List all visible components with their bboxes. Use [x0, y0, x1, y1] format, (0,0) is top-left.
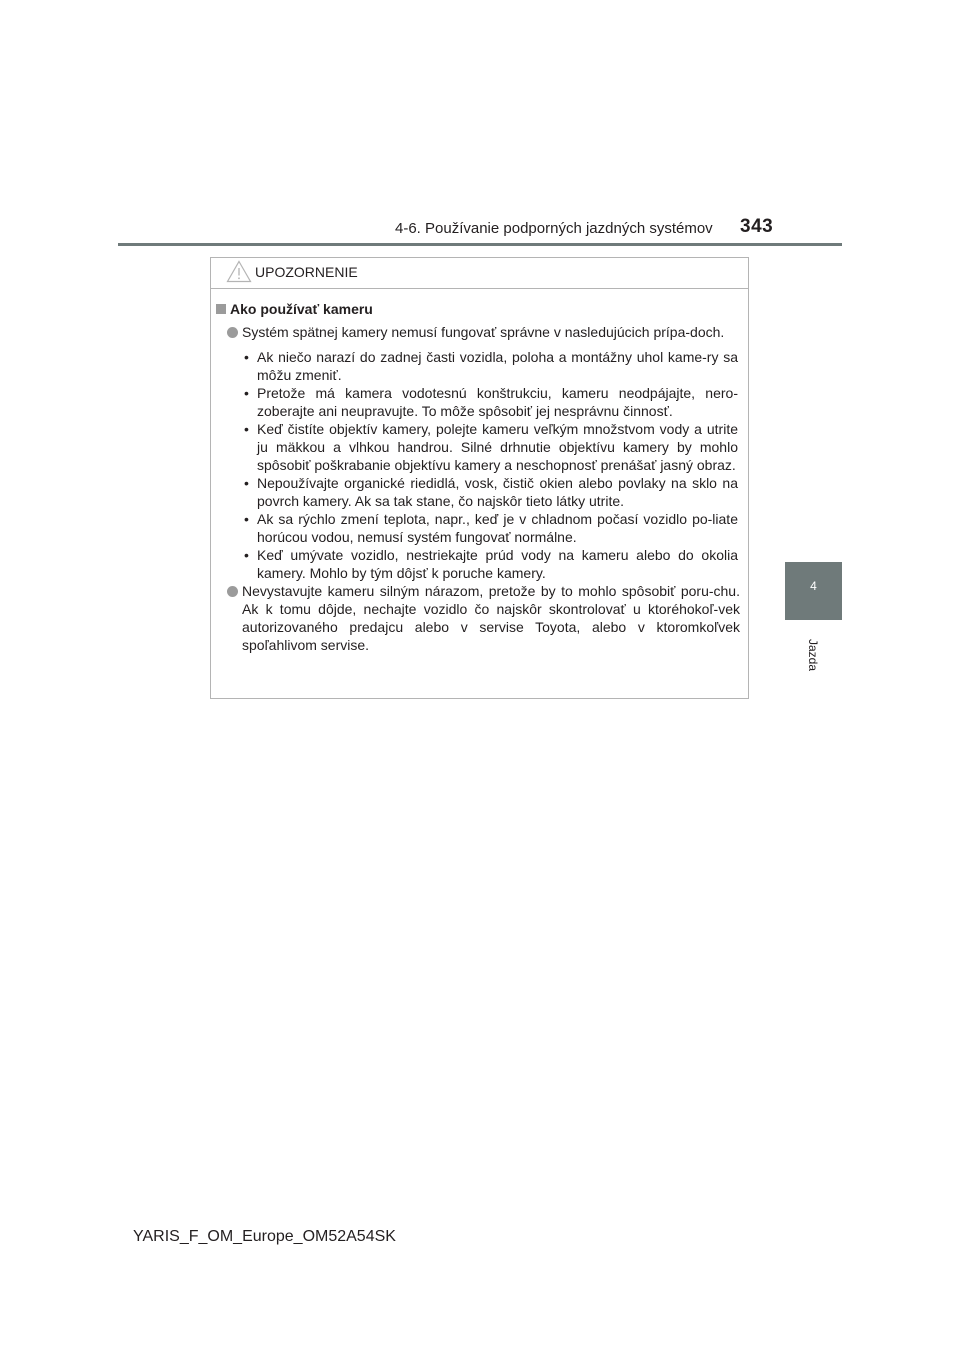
caution-body [211, 300, 748, 654]
circle-bullet-icon [227, 327, 238, 338]
page-number: 343 [740, 216, 774, 237]
caution-label: UPOZORNENIE [255, 264, 358, 280]
sub-list-item-text: Ak sa rýchlo zmení teplota, napr., keď je v chladnom počasí vozidlo po-liate horúcou vodou, nemusí systém fungovať normálne. [257, 511, 738, 545]
bullet-mark: • [244, 349, 249, 365]
header-rule [118, 243, 842, 246]
sub-list-item [211, 348, 748, 384]
sub-list-item-text: Keď umývate vozidlo, nestriekajte prúd vody na kameru alebo do okolia kamery. Mohlo by tým dôjsť k poruche kamery. [257, 547, 738, 581]
sub-list [211, 348, 748, 582]
bullet-mark: • [244, 421, 249, 437]
sub-list-item [211, 546, 748, 582]
sub-list-item [211, 420, 748, 474]
circle-bullet-icon [227, 586, 238, 597]
document-code: YARIS_F_OM_Europe_OM52A54SK [133, 1228, 396, 1245]
sub-list-item-text: Pretože má kamera vodotesnú konštrukciu, kameru neodpájajte, nero-zoberajte ani neupravujte. To môže spôsobiť jej nesprávnu činnosť. [257, 385, 738, 419]
square-bullet-icon [216, 304, 226, 314]
bullet-mark: • [244, 475, 249, 491]
sub-list-item [211, 474, 748, 510]
section-heading [211, 300, 748, 318]
list-item-text: Systém spätnej kamery nemusí fungovať správne v nasledujúcich prípa-doch. [242, 324, 725, 340]
sub-list-item [211, 384, 748, 420]
warning-triangle-icon [226, 260, 252, 283]
section-heading-text: Ako používať kameru [230, 301, 373, 317]
list-item [211, 582, 748, 654]
section-title: 4-6. Používanie podporných jazdných systémov [395, 220, 713, 237]
caution-header [211, 258, 748, 289]
chapter-tab [785, 562, 842, 620]
sub-list-item [211, 510, 748, 546]
chapter-number: 4 [810, 579, 817, 593]
chapter-label: Jazda [806, 638, 820, 672]
bullet-mark: • [244, 547, 249, 563]
bullet-mark: • [244, 385, 249, 401]
sub-list-item-text: Keď čistíte objektív kamery, polejte kameru veľkým množstvom vody a utrite ju mäkkou a vlhkou handrou. Silné drhnutie objektívu kamery by mohlo spôsobiť poškrabanie objektívu kamery a neschopnosť prenášať jasný obraz. [257, 421, 738, 473]
list-item-text: Nevystavujte kameru silným nárazom, pretože by to mohlo spôsobiť poru-chu. Ak k tomu dôjde, nechajte vozidlo čo najskôr skontrolovať u ktoréhokoľ-vek autorizovaného predajcu alebo v servise Toyota, alebo v ktoromkoľvek spoľahlivom servise. [242, 583, 740, 653]
bullet-mark: • [244, 511, 249, 527]
caution-box [210, 257, 749, 699]
list-item [211, 323, 748, 582]
sub-list-item-text: Nepoužívajte organické riedidlá, vosk, čistič okien alebo povlaky na sklo na povrch kamery. Ak sa tak stane, čo najskôr tieto látky utrite. [257, 475, 738, 509]
sub-list-item-text: Ak niečo narazí do zadnej časti vozidla, poloha a montážny uhol kame-ry sa môžu zmeniť. [257, 349, 738, 383]
